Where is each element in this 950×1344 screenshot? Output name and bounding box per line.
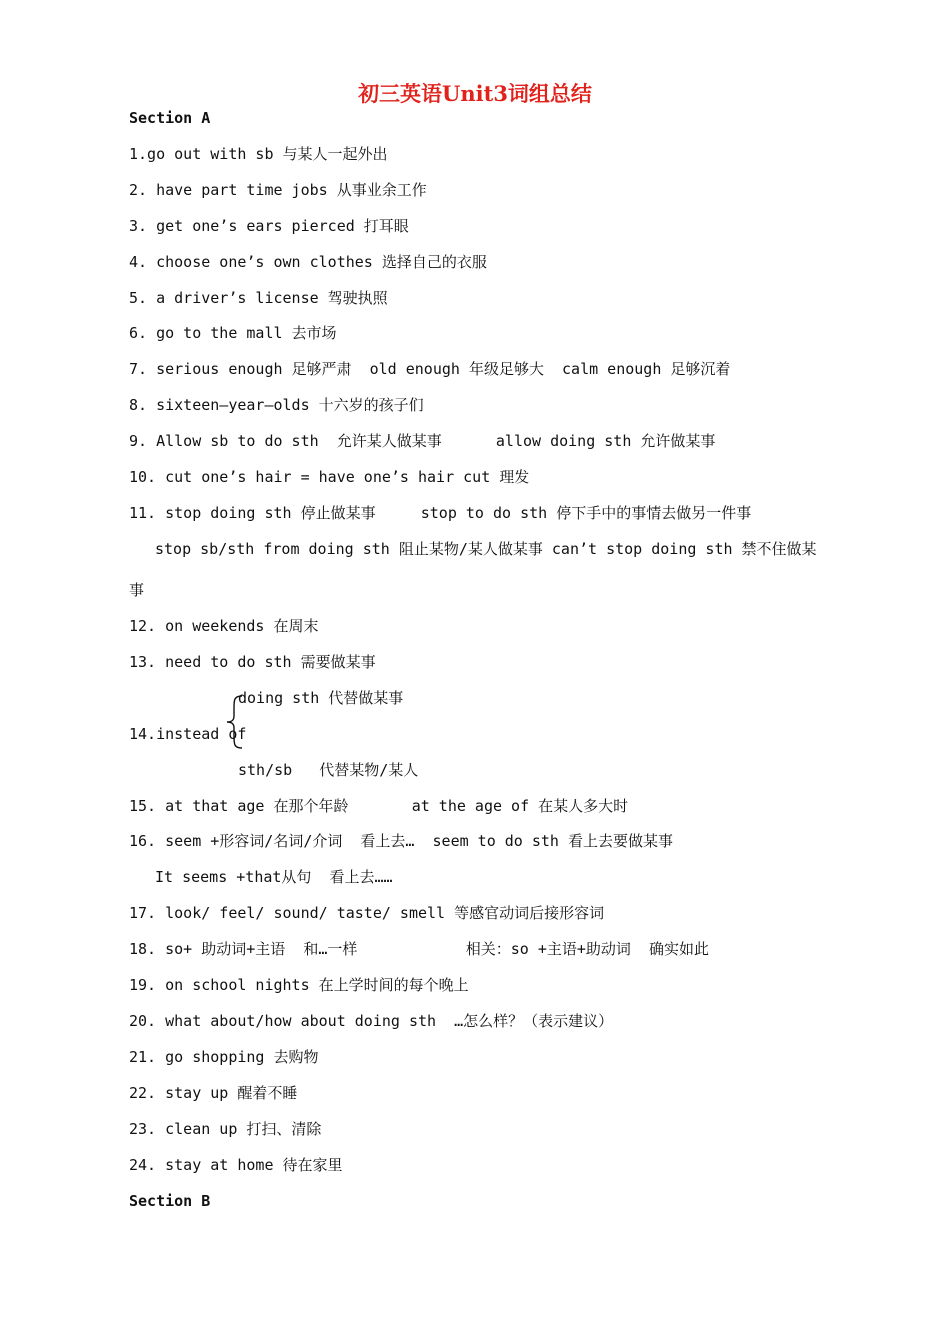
phrase-item-11-wrap: 事 <box>129 581 145 599</box>
phrase-item-4: 4. choose one’s own clothes 选择自己的衣服 <box>129 253 487 271</box>
phrase-item-22: 22. stay up 醒着不睡 <box>129 1084 298 1102</box>
phrase-item-12: 12. on weekends 在周末 <box>129 617 319 635</box>
phrase-item-19: 19. on school nights 在上学时间的每个晚上 <box>129 976 469 994</box>
phrase-item-21: 21. go shopping 去购物 <box>129 1048 319 1066</box>
phrase-item-11-continued: stop sb/sth from doing sth 阻止某物/某人做某事 can’t stop doing sth 禁不住做某 <box>155 540 817 558</box>
phrase-item-18: 18. so+ 助动词+主语 和…一样 相关：so +主语+助动词 确实如此 <box>129 940 709 958</box>
phrase-item-6: 6. go to the mall 去市场 <box>129 324 337 342</box>
phrase-item-14-option-bottom: sth/sb 代替某物/某人 <box>238 761 419 779</box>
phrase-item-11: 11. stop doing sth 停止做某事 stop to do sth 停下手中的事情去做另一件事 <box>129 504 752 522</box>
phrase-item-15: 15. at that age 在那个年龄 at the age of 在某人多大时 <box>129 797 629 815</box>
phrase-item-9: 9. Allow sb to do sth 允许某人做某事 allow doing sth 允许做某事 <box>129 432 716 450</box>
phrase-item-20: 20. what about/how about doing sth …怎么样？（表示建议） <box>129 1012 614 1030</box>
phrase-item-7: 7. serious enough 足够严肃 old enough 年级足够大 calm enough 足够沉着 <box>129 360 731 378</box>
section-a-heading: Section A <box>129 109 211 127</box>
phrase-item-3: 3. get one’s ears pierced 打耳眼 <box>129 217 409 235</box>
phrase-item-8: 8. sixteen—year—olds 十六岁的孩子们 <box>129 396 424 414</box>
phrase-item-5: 5. a driver’s license 驾驶执照 <box>129 289 388 307</box>
document-title: 初三英语Unit3词组总结 <box>358 81 592 106</box>
phrase-item-16: 16. seem +形容词/名词/介词 看上去… seem to do sth 看上去要做某事 <box>129 832 673 850</box>
phrase-item-14: 14.instead of <box>129 725 247 743</box>
phrase-item-16-continued: It seems +that从句 看上去…… <box>155 868 393 886</box>
section-b-heading: Section B <box>129 1192 211 1210</box>
phrase-item-24: 24. stay at home 待在家里 <box>129 1156 343 1174</box>
phrase-item-10: 10. cut one’s hair = have one’s hair cut 理发 <box>129 468 530 486</box>
phrase-item-13: 13. need to do sth 需要做某事 <box>129 653 376 671</box>
phrase-item-17: 17. look/ feel/ sound/ taste/ smell 等感官动词后接形容词 <box>129 904 605 922</box>
phrase-item-23: 23. clean up 打扫、清除 <box>129 1120 322 1138</box>
phrase-item-1: 1.go out with sb 与某人一起外出 <box>129 145 388 163</box>
phrase-item-14-option-top: doing sth 代替做某事 <box>238 689 404 707</box>
phrase-item-2: 2. have part time jobs 从事业余工作 <box>129 181 427 199</box>
